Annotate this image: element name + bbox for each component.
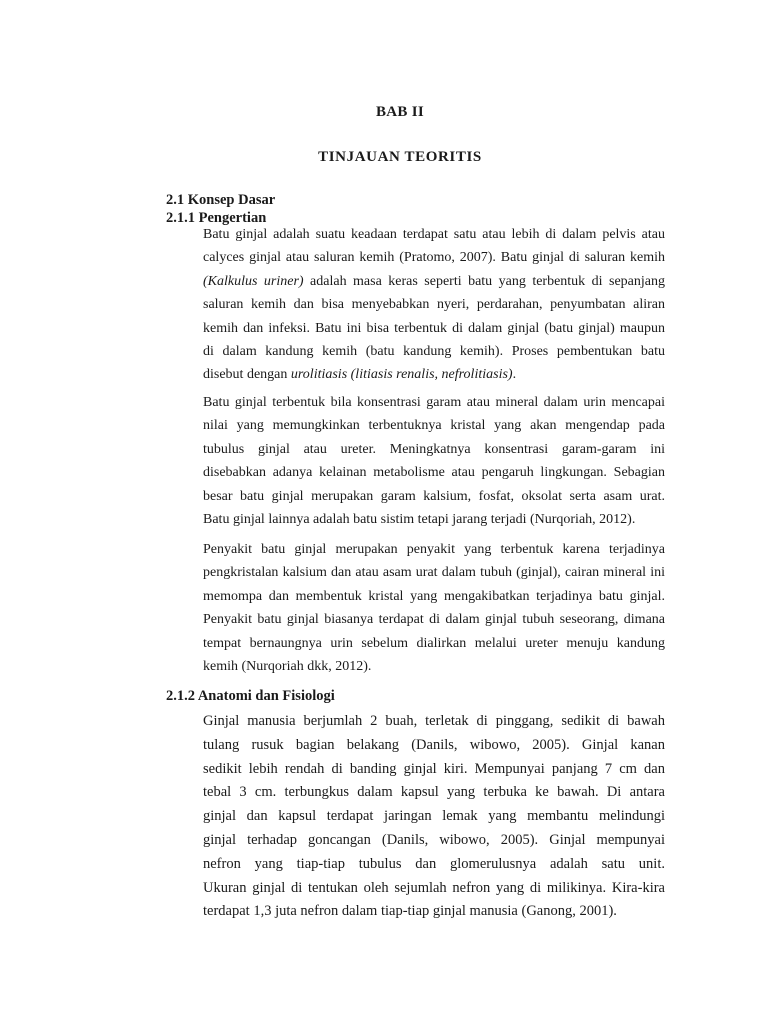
text-fragment: adalah masa keras seperti batu yang terbentuk di sepanjang — [303, 273, 665, 289]
text-line: ginjal dan kapsul terdapat jaringan lemak yang membantu melindungi — [203, 808, 665, 825]
paragraph-pengertian-3 — [203, 538, 665, 678]
text-line: kemih dan infeksi. Batu ini bisa terbentuk di dalam ginjal (batu ginjal) maupun — [203, 320, 665, 336]
chapter-heading: BAB II — [375, 104, 425, 120]
text-line: Penyakit batu ginjal merupakan penyakit yang terbentuk karena terjadinya — [203, 542, 665, 557]
chapter-title: TINJAUAN TEORITIS — [318, 149, 482, 165]
text-line — [203, 363, 665, 386]
text-line: nefron yang tiap-tiap tubulus dan glomerulusnya adalah satu unit. — [203, 855, 665, 872]
text-line: pengkristalan kalsium dan atau asam urat dalam tubuh (ginjal), cairan mineral ini — [203, 565, 665, 581]
text-line: Ukuran ginjal di tentukan oleh sejumlah nefron yang di milikinya. Kira-kira — [203, 879, 665, 896]
italic-term: (Kalkulus uriner) — [203, 273, 304, 289]
text-line: ginjal terhadap goncangan (Danils, wibowo, 2005). Ginjal mempunyai — [203, 831, 665, 848]
text-line — [203, 270, 665, 293]
italic-term: urolitiasis (litiasis renalis, nefrolitiasis) — [290, 367, 513, 383]
text-fragment: disebut dengan — [203, 367, 291, 383]
text-line: di dalam kandung kemih (batu kandung kemih). Proses pembentukan batu — [203, 344, 665, 360]
section-heading-2-1-2: 2.1.2 Anatomi dan Fisiologi — [166, 688, 335, 704]
text-line: tebal 3 cm. terbungkus dalam kapsul yang terbuka ke bawah. Di antara — [203, 784, 665, 801]
text-line: Batu ginjal lainnya adalah batu sistim tetapi jarang terjadi (Nurqoriah, 2012). — [203, 512, 636, 528]
text-line: tubulus ginjal atau ureter. Meningkatnya konsentrasi garam-garam ini — [203, 441, 665, 457]
paragraph-pengertian-2 — [203, 391, 665, 531]
paragraph-anatomi — [203, 710, 665, 924]
text-line: Batu ginjal terbentuk bila konsentrasi garam atau mineral dalam urin mencapai — [203, 395, 665, 410]
text-line: memompa dan membentuk kristal yang mengakibatkan terjadinya batu ginjal. — [203, 588, 665, 604]
text-line: tulang rusuk bagian belakang (Danils, wibowo, 2005). Ginjal kanan — [203, 736, 665, 753]
section-heading-2-1: 2.1 Konsep Dasar — [166, 192, 276, 208]
text-line: Batu ginjal adalah suatu keadaan terdapat satu atau lebih di dalam pelvis atau — [203, 227, 665, 242]
section-heading-2-1-1: 2.1.1 Pengertian — [166, 210, 267, 226]
text-fragment: . — [512, 367, 517, 383]
text-line: disebabkan adanya kelainan metabolisme atau pengaruh lingkungan. Sebagian — [203, 465, 665, 481]
text-line: saluran kemih dan bisa menyebabkan nyeri, perdarahan, penyumbatan aliran — [203, 297, 665, 313]
text-line: sedikit lebih rendah di banding ginjal kiri. Mempunyai panjang 7 cm dan — [203, 760, 665, 777]
paragraph-pengertian-1 — [203, 223, 665, 387]
text-line: terdapat 1,3 juta nefron dalam tiap-tiap ginjal manusia (Ganong, 2001). — [203, 903, 617, 920]
text-line: kemih (Nurqoriah dkk, 2012). — [203, 659, 372, 675]
text-line: besar batu ginjal merupakan garam kalsium, fosfat, oksolat serta asam urat. — [203, 488, 665, 504]
text-line: nilai yang memungkinkan terbentuknya kristal yang akan mengendap pada — [203, 418, 665, 434]
text-line: tempat bernaungnya urin sebelum dialirkan melalui ureter menuju kandung — [203, 635, 665, 651]
text-line: calyces ginjal atau saluran kemih (Pratomo, 2007). Batu ginjal di saluran kemih — [203, 250, 665, 266]
text-line: Penyakit batu ginjal biasanya terdapat di dalam ginjal tubuh seseorang, dimana — [203, 612, 665, 628]
text-line: Ginjal manusia berjumlah 2 buah, terletak di pinggang, sedikit di bawah — [203, 713, 665, 729]
